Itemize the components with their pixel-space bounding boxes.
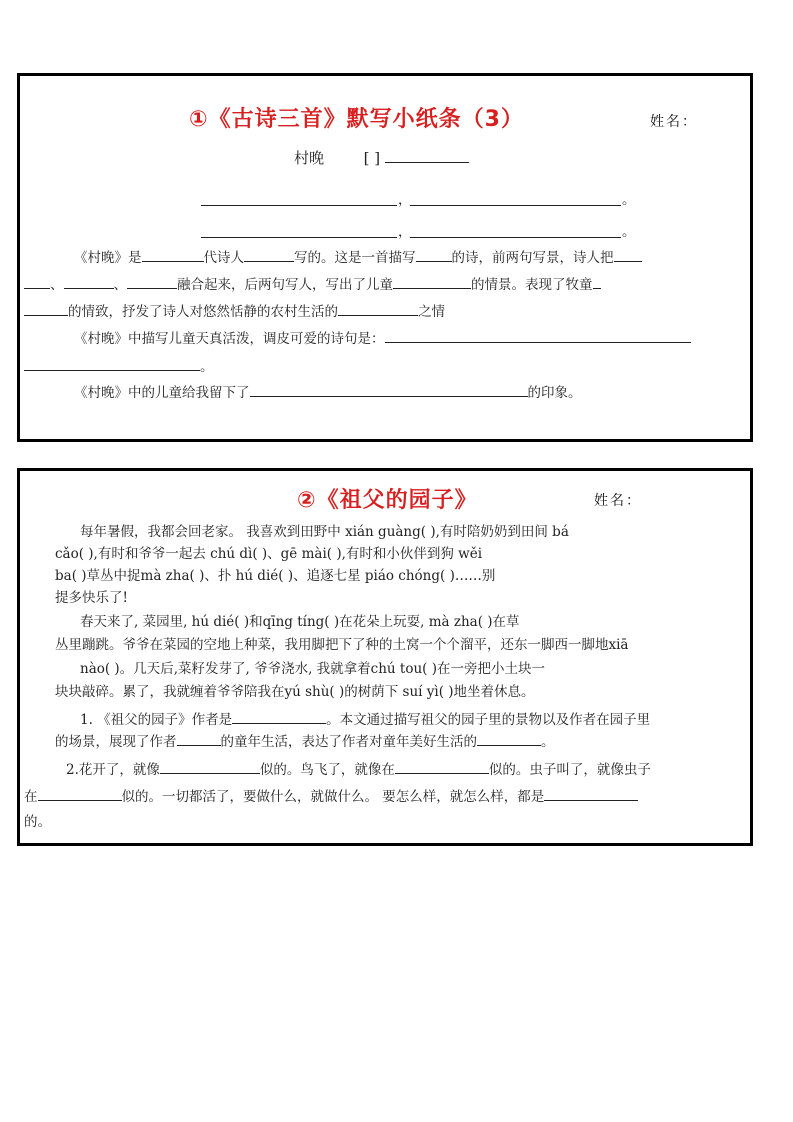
verse-blank-1[interactable]: [385, 328, 691, 343]
poem-period-1: 。: [622, 192, 636, 208]
pinyin-line-5: 春天来了, 菜园里, hú dié( )和qīng tíng( )在花朵上玩耍, mà zha( )在草: [80, 614, 520, 630]
scene-blank-4[interactable]: [127, 274, 177, 289]
scene-blank-2[interactable]: [24, 274, 50, 289]
author-bracket: [ ]: [363, 149, 381, 167]
card1-title: ①《古诗三首》默写小纸条（3）: [189, 107, 524, 132]
author-name-blank[interactable]: [232, 709, 326, 724]
pinyin-line-6: 丛里蹦跳。爷爷在菜园的空地上种菜，我用脚把下了种的土窝一个个溜平，还东一脚西一脚地xiā: [55, 637, 629, 653]
children-blank[interactable]: [393, 274, 471, 289]
poem-title: 村晚: [294, 149, 325, 167]
c1-question-2-cont: 。: [24, 356, 214, 377]
c2-question-2-cont: 在 似的。一切都活了，要做什么，就做什么。 要怎么样，就怎么样，都是: [24, 786, 638, 807]
longing-blank[interactable]: [477, 731, 541, 746]
poem-period-2: 。: [622, 224, 636, 240]
c2-question-1: 1. 《祖父的园子》作者是 。本文通过描写祖父的园子里的景物以及作者在园子里: [80, 709, 650, 730]
pinyin-line-3: ba( )草丛中捉mà zha( )、扑 hú dié( )、追逐七星 piáo chóng( )……别: [55, 568, 496, 584]
c1-paragraph-line-3: 的情致，抒发了诗人对悠然恬静的农村生活的 之情: [24, 301, 445, 322]
insect-blank[interactable]: [38, 786, 122, 801]
author-blank[interactable]: [385, 148, 469, 163]
poem-line-1b-blank[interactable]: [410, 205, 621, 206]
c2-question-1-cont: 的场景，展现了作者 的童年生活，表达了作者对童年美好生活的 。: [55, 731, 555, 752]
card2-title: ②《祖父的园子》: [297, 488, 478, 513]
card1-name-label: 姓名：: [650, 114, 698, 130]
poem-line-1a-blank[interactable]: [201, 205, 397, 206]
poem-comma-1: ，: [398, 192, 412, 208]
bird-blank[interactable]: [395, 759, 489, 774]
poem-comma-2: ，: [398, 224, 412, 240]
poem-heading: [294, 148, 469, 168]
verse-blank-2[interactable]: [24, 356, 200, 371]
poem-line-2b-blank[interactable]: [410, 237, 621, 238]
pinyin-line-7: nào( )。几天后,菜籽发芽了, 爷爷浇水, 我就拿着chú tou( )在一旁把小土块一: [80, 661, 545, 677]
free-blank[interactable]: [544, 786, 638, 801]
poet-blank[interactable]: [244, 247, 294, 262]
c1-question-2: 《村晚》中描写儿童天真活泼，调皮可爱的诗句是：: [74, 328, 691, 349]
childhood-blank[interactable]: [177, 731, 221, 746]
scene-blank-3[interactable]: [64, 274, 114, 289]
c1-paragraph-line-2: 、 、 融合起来，后两句写人，写出了儿童 的情景。表现了牧童: [24, 274, 601, 295]
pinyin-line-1: 每年暑假，我都会回老家。 我喜欢到田野中 xián guàng( ),有时陪奶奶到田间 bá: [80, 524, 569, 540]
pinyin-line-4: 提多快乐了!: [55, 590, 128, 606]
c2-question-2: 2.花开了，就像 似的。鸟飞了，就像在 似的。虫子叫了，就像虫子: [66, 759, 651, 780]
impression-blank[interactable]: [250, 382, 528, 397]
pinyin-line-8: 块块敲碎。累了，我就缠着爷爷陪我在yú shù( )的树荫下 suí yì( )地坐着休息。: [55, 684, 535, 700]
c1-paragraph-line-1: 《村晚》是 代诗人 写的。这是一首描写 的诗，前两句写景，诗人把: [74, 247, 642, 268]
dynasty-blank[interactable]: [142, 247, 204, 262]
poem-line-2a-blank[interactable]: [201, 237, 397, 238]
pinyin-line-2: cǎo( ),有时和爷爷一起去 chú dì( )、gē mài( ),有时和小伙伴到狗 wěi: [55, 546, 483, 562]
subject-blank[interactable]: [416, 247, 452, 262]
herdboy-blank-2[interactable]: [24, 301, 68, 316]
c2-question-2-end: 的。: [24, 814, 51, 830]
c1-question-3: 《村晚》中的儿童给我留下了 的印象。: [74, 382, 582, 403]
herdboy-blank-1[interactable]: [593, 274, 601, 289]
flower-blank[interactable]: [160, 759, 260, 774]
feeling-blank[interactable]: [338, 301, 418, 316]
scene-blank-1[interactable]: [614, 247, 642, 262]
card2-name-label: 姓名：: [594, 493, 642, 509]
